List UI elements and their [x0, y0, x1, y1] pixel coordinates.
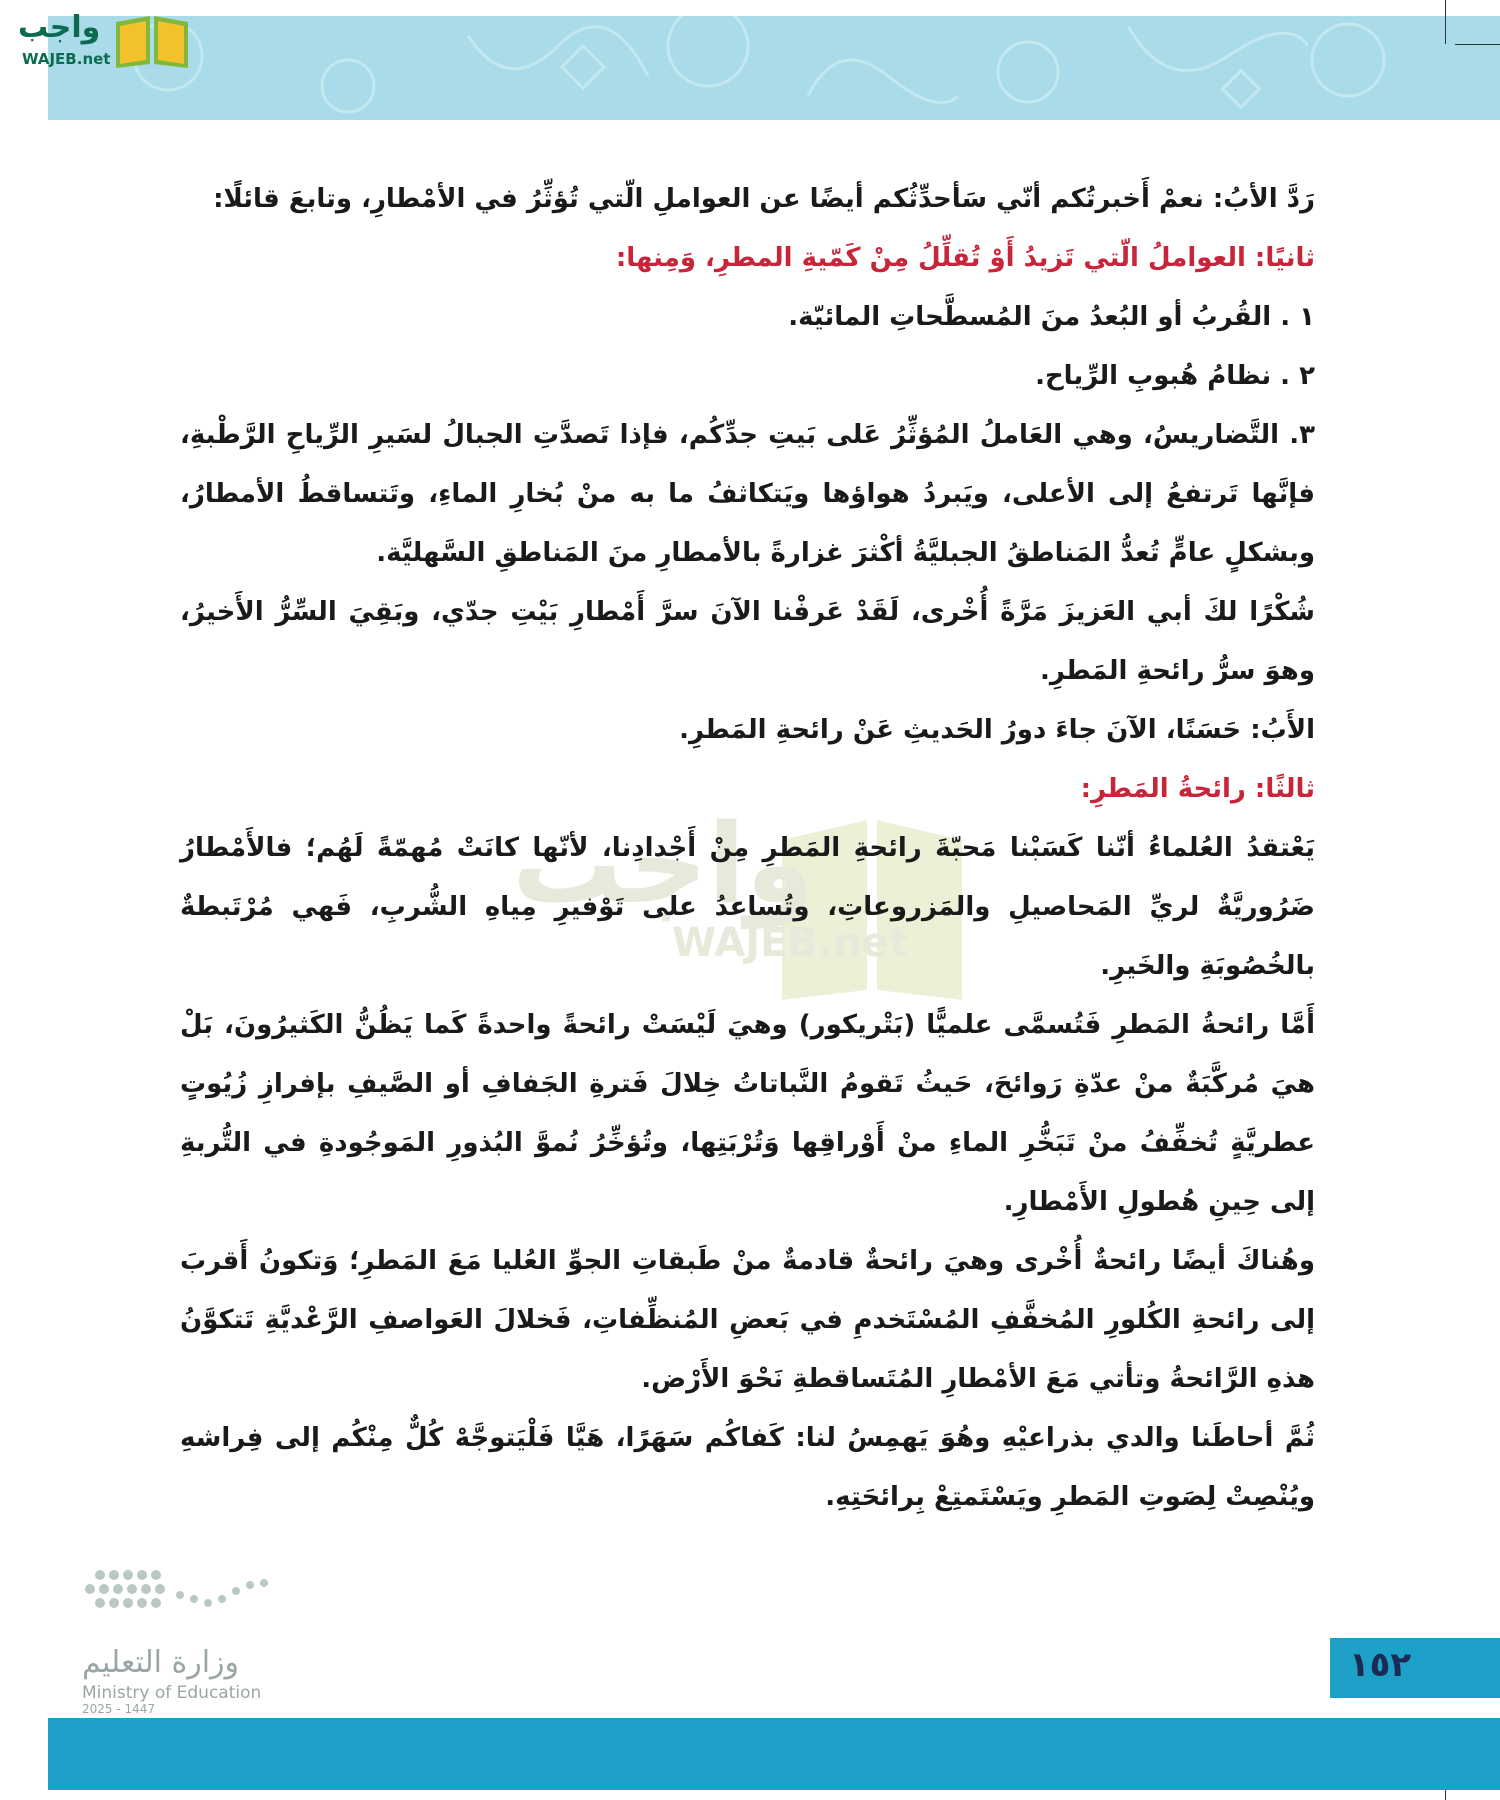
- ministry-logo: [80, 1555, 300, 1715]
- footer-band: [48, 1718, 1500, 1790]
- page-number: ١٥٢: [1348, 1645, 1412, 1685]
- ministry-year: 2025 - 1447: [82, 1702, 156, 1716]
- crop-mark: [1445, 0, 1446, 44]
- list-item-1: ١ . القُربُ أو البُعدُ منَ المُسطَّحاتِ المائيّة.: [788, 302, 1315, 332]
- page-content: [180, 170, 1315, 1527]
- paragraph-father-smell: الأَبُ: حَسَنًا، الآنَ جاءَ دورُ الحَديثِ عَنْ رائحةِ المَطرِ.: [679, 715, 1315, 745]
- crop-mark: [1455, 44, 1500, 45]
- paragraph-father-reply: رَدَّ الأبُ: نعمْ أَخبرتُكم أنّي سَأحدِّثُكم أيضًا عن العواملِ الّتي تُؤثِّرُ في الأمْطارِ، وتابعَ قائلًا:: [213, 184, 1315, 214]
- paragraph-scientists: يَعْتقدُ العُلماءُ أنّنا كَسَبْنا مَحبّةَ رائحةِ المَطرِ مِنْ أَجْدادِنا، لأنّها كانَتْ مُهمّةً لَهُم؛ فالأَمْطارُ ضَرُوريَّةٌ لريِّ المَحاصيلِ والمَزروعاتِ، وتُساعدُ على تَوْفيرِ مِياهِ الشُّربِ، فَهي مُرْتَبطةٌ بالخُصُوبَةِ والخَيرِ.: [180, 833, 1315, 981]
- book-icon: [112, 12, 192, 70]
- watermark-latin: WAJEB.net: [672, 920, 908, 966]
- paragraph-ending: ثُمَّ أحاطَنا والدي بذراعيْهِ وهُوَ يَهمِسُ لنا: كَفاكُم سَهَرًا، هَيَّا فَلْيَتوجَّهْ كُلٌّ مِنْكُم إلى فِراشهِ ويُنْصِتْ لِصَوتِ المَطرِ ويَسْتَمتِعْ بِرائحَتِهِ.: [180, 1423, 1315, 1512]
- ministry-dots-icon: [80, 1555, 280, 1635]
- logo-latin: WAJEB.net: [22, 50, 111, 68]
- paragraph-chlorine: وهُناكَ أيضًا رائحةٌ أُخْرى وهيَ رائحةٌ قادمةٌ منْ طَبقاتِ الجوِّ العُليا مَعَ المَطرِ؛ وَتكونُ أَقربَ إلى رائحةِ الكُلورِ المُخفَّفِ المُسْتَخدمِ في بَعضِ المُنظِّفاتِ، فَخلالَ العَواصفِ الرَّعْديَّةِ تَتكوَّنُ هذهِ الرَّائحةُ وتأتي مَعَ الأمْطارِ المُتَساقطةِ نَحْوَ الأَرْض.: [180, 1246, 1315, 1394]
- list-item-2: ٢ . نظامُ هُبوبِ الرِّياح.: [1035, 361, 1315, 391]
- heading-rain-smell: ثالثًا: رائحةُ المَطرِ:: [1080, 774, 1315, 804]
- list-item-3: ٣. التَّضاريسُ، وهي العَاملُ المُؤثِّرُ عَلى بَيتِ جدِّكُم، فإذا تَصدَّتِ الجبالُ لسَيرِ الرِّياحِ الرَّطْبةِ، فإنَّها تَرتفعُ إلى الأعلى، ويَبردُ هواؤها ويَتكاثفُ ما به منْ بُخارِ الماءِ، وتَتساقطُ الأمطارُ، وبشكلٍ عامٍّ تُعدُّ المَناطقُ الجبليَّةُ أكْثرَ غزارةً بالأمطارِ منَ المَناطقِ السَّهليَّة.: [180, 420, 1315, 568]
- header-band: [48, 16, 1500, 120]
- heading-factors: ثانيًا: العواملُ الّتي تَزيدُ أَوْ تُقلِّلُ مِنْ كَمّيةِ المطرِ، وَمِنها:: [615, 243, 1315, 273]
- ministry-english: Ministry of Education: [82, 1683, 262, 1703]
- paragraph-petrichor: أَمَّا رائحةُ المَطرِ فَتُسمَّى علميًّا (بَتْريكور) وهيَ لَيْسَتْ رائحةً واحدةً كَما يَظُنُّ الكَثيرُونَ، بَلْ هيَ مُركَّبَةٌ منْ عدّةِ رَوائحَ، حَيثُ تَقومُ النَّباتاتُ خِلالَ فَترةِ الجَفافِ أو الصَّيفِ بإفرازِ زُيُوتٍ عطريَّةٍ تُخفِّفُ منْ تَبَخُّرِ الماءِ منْ أَوْراقِها وَتُرْبَتِها، وتُؤخِّرُ نُموَّ البُذورِ المَوجُودةِ في التُّربةِ إلى حِينِ هُطولِ الأَمْطارِ.: [180, 1010, 1315, 1217]
- logo-arabic: واجب: [18, 10, 101, 45]
- header-pattern: [48, 16, 1500, 120]
- watermark-arabic: واجب: [512, 800, 814, 928]
- site-logo[interactable]: [8, 8, 188, 70]
- ministry-arabic: وزارة التعليم: [82, 1645, 240, 1680]
- paragraph-thanks: شُكْرًا لكَ أبي العَزيزَ مَرَّةً أُخْرى، لَقَدْ عَرفْنا الآنَ سرَّ أَمْطارِ بَيْتِ جدّي، وبَقِيَ السِّرُّ الأَخيرُ، وهوَ سرُّ رائحةِ المَطرِ.: [180, 597, 1315, 686]
